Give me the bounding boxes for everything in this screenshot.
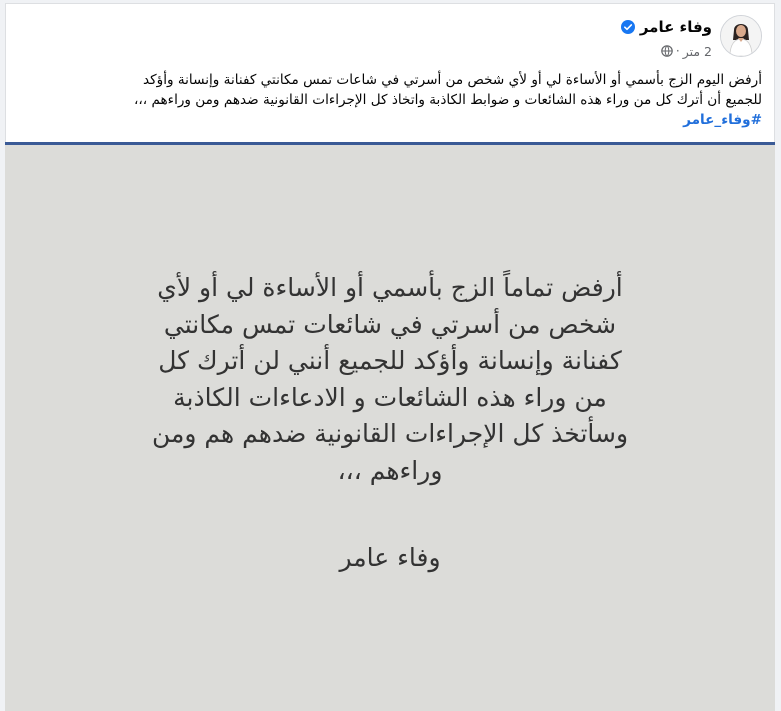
hashtag-link[interactable]: #وفاء_عامر bbox=[683, 112, 762, 128]
post-message bbox=[14, 70, 762, 130]
image-text-line: وسأتخذ كل الإجراءات القانونية ضدهم هم ومن bbox=[151, 419, 629, 448]
globe-icon[interactable] bbox=[661, 45, 673, 57]
meta-separator: · bbox=[675, 44, 680, 58]
post-card bbox=[5, 3, 775, 142]
post-timestamp[interactable]: 2 متر bbox=[682, 43, 712, 59]
image-signature: وفاء عامر bbox=[339, 543, 441, 572]
post-text-line: للجميع أن أترك كل من وراء هذه الشائعات و ضوابط الكاذبة واتخاذ كل الإجراءات القانونية ضدهم ومن وراءهم ،،، bbox=[133, 92, 762, 108]
post-image[interactable] bbox=[5, 142, 775, 711]
post-meta bbox=[661, 42, 712, 60]
author-name[interactable]: وفاء عامر bbox=[639, 18, 712, 36]
image-text-line: وراءهم ،،، bbox=[337, 455, 443, 485]
image-statement bbox=[5, 270, 775, 489]
image-text-line: من وراء هذه الشائعات و الادعاءات الكاذبة bbox=[173, 382, 607, 412]
image-text-line: شخص من أسرتي في شائعات تمس مكانتي bbox=[163, 309, 617, 339]
avatar[interactable] bbox=[720, 15, 762, 57]
image-text-line: كفنانة وإنسانة وأؤكد للجميع أنني لن أترك كل bbox=[158, 346, 622, 375]
author-row bbox=[621, 16, 712, 38]
avatar-image bbox=[721, 16, 761, 56]
verified-badge-icon bbox=[621, 20, 635, 34]
post-text-line: أرفض اليوم الزج بأسمي أو الأساءة لي أو لأي شخص من أسرتي في شاعات تمس مكانتي كفنانة وإنسانة وأؤكد bbox=[143, 72, 762, 88]
image-text-line: أرفض تماماً الزج بأسمي أو الأساءة لي أو لأي bbox=[157, 273, 623, 302]
